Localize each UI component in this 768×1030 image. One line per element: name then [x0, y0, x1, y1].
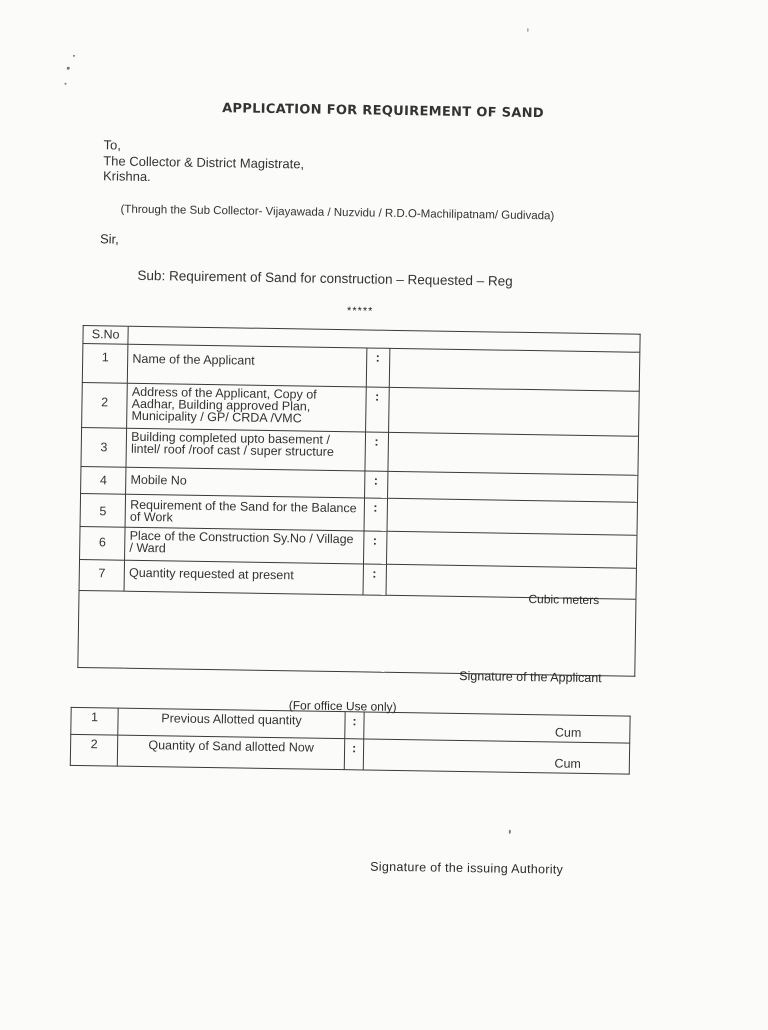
- unit-label: Cubic meters: [528, 592, 600, 608]
- applicant-name-field[interactable]: [389, 348, 640, 391]
- scan-speck: [509, 830, 511, 834]
- table-row: 1 Previous Allotted quantity : Cum: [71, 707, 630, 743]
- construction-place-field[interactable]: [386, 531, 637, 568]
- scan-speck: [73, 55, 75, 57]
- table-row: 2 Quantity of Sand allotted Now : Cum: [70, 734, 629, 774]
- mobile-no-field[interactable]: [387, 471, 638, 502]
- applicant-address-field[interactable]: [388, 387, 639, 436]
- address-line-1: The Collector & District Magistrate,: [103, 153, 305, 172]
- table-row: 5 Requirement of the Sand for the Balance of Work :: [80, 493, 637, 535]
- separator: *****: [346, 305, 374, 318]
- address-to: To,: [103, 137, 122, 153]
- table-row: 2 Address of the Applicant, Copy of Aadhar, Building approved Plan, Municipality / GP/ CRDA /VMC :: [82, 382, 640, 436]
- table-row: 1 Name of the Applicant :: [82, 344, 640, 392]
- subject-line: Sub: Requirement of Sand for construction – Requested – Reg: [137, 267, 513, 289]
- allotted-now-field[interactable]: Cum: [363, 739, 629, 774]
- building-status-field[interactable]: [388, 432, 639, 475]
- table-row: 4 Mobile No :: [81, 466, 638, 502]
- signature-authority-label: Signature of the issuing Authority: [370, 859, 564, 877]
- scan-speck: [527, 28, 528, 32]
- salutation: Sir,: [99, 231, 119, 247]
- previous-allotted-field[interactable]: Cum: [364, 712, 630, 743]
- application-table: [77, 325, 640, 677]
- table-row: 3 Building completed upto basement / lintel/ roof /roof cast / super structure :: [81, 427, 639, 475]
- address-line-2: Krishna.: [102, 168, 151, 185]
- document-title: APPLICATION FOR REQUIREMENT OF SAND: [222, 101, 545, 122]
- office-use-table: [70, 707, 631, 775]
- through-line: (Through the Sub Collector- Vijayawada / Nuzvidu / R.D.O-Machilipatnam/ Gudivada): [120, 203, 555, 223]
- sand-requirement-field[interactable]: [387, 498, 638, 535]
- signature-applicant-label: Signature of the Applicant: [459, 668, 602, 686]
- scan-speck: [67, 67, 70, 70]
- table-row: 7 Quantity requested at present :: [79, 559, 636, 599]
- sno-header: S.No: [83, 326, 129, 345]
- office-use-heading: (For office Use only): [288, 698, 397, 714]
- scan-speck: [64, 83, 66, 85]
- table-row: 6 Place of the Construction Sy.No / Village / Ward :: [80, 526, 637, 568]
